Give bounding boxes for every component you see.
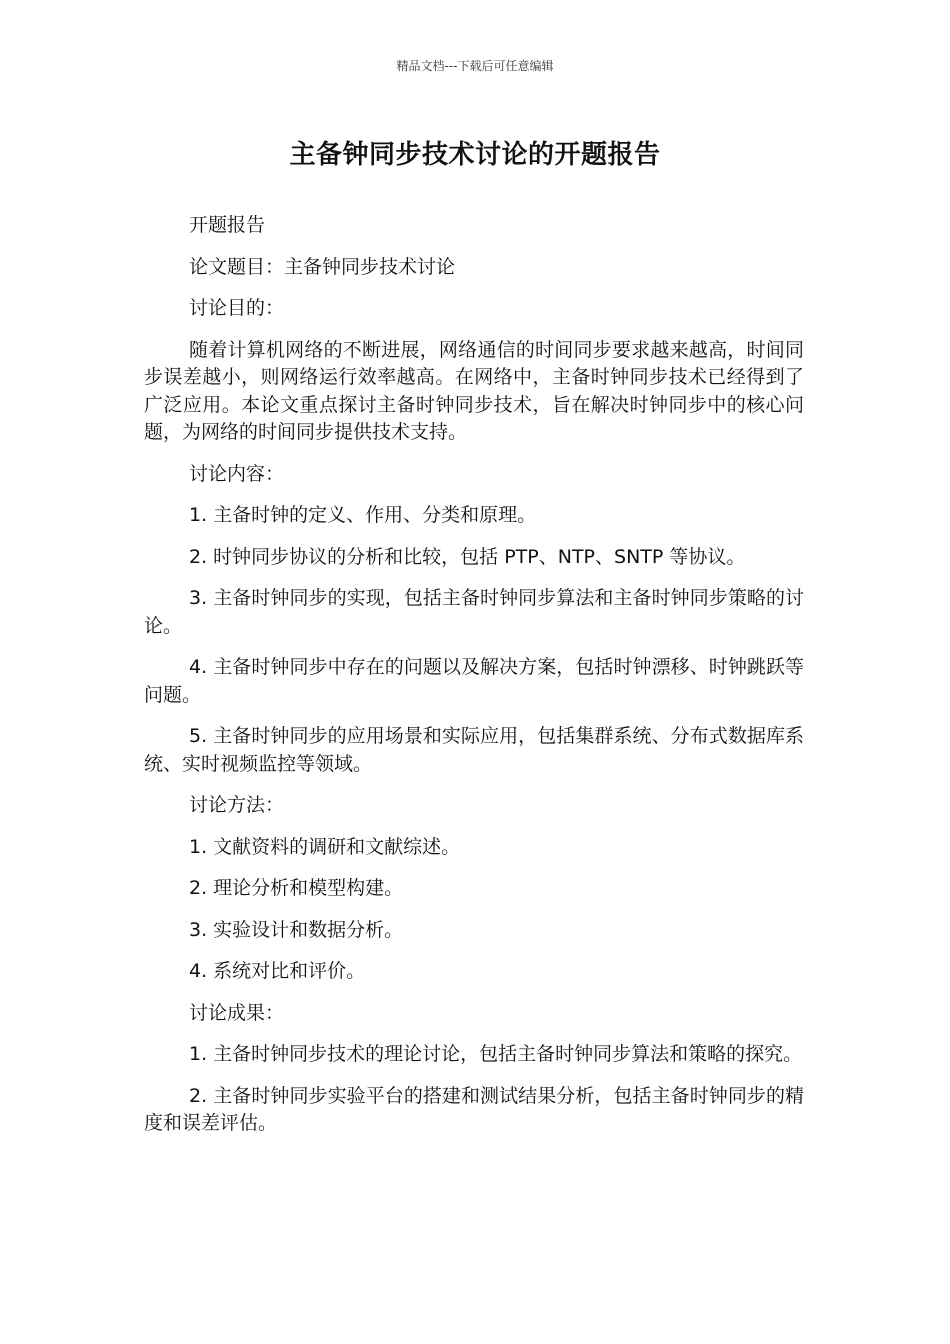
paragraph: 讨论方法： bbox=[189, 794, 285, 816]
document-title: 主备钟同步技术讨论的开题报告 bbox=[289, 140, 661, 170]
paragraph: 开题报告 bbox=[189, 214, 266, 236]
paragraph: 讨论成果： bbox=[189, 1001, 285, 1024]
paragraph: 3. 主备时钟同步的实现，包括主备时钟同步算法和主备时钟同步策略的讨论。 bbox=[144, 587, 804, 637]
paragraph: 4. 系统对比和评价。 bbox=[189, 960, 366, 982]
paragraph: 5. 主备时钟同步的应用场景和实际应用，包括集群系统、分布式数据库系统、实时视频监控等领域。 bbox=[144, 725, 804, 775]
paragraph: 1. 文献资料的调研和文献综述。 bbox=[189, 835, 461, 858]
paragraph: 2. 主备时钟同步实验平台的搭建和测试结果分析，包括主备时钟同步的精度和误差评估。 bbox=[144, 1084, 804, 1134]
paragraph: 4. 主备时钟同步中存在的问题以及解决方案，包括时钟漂移、时钟跳跃等问题。 bbox=[144, 656, 804, 706]
paragraph: 1. 主备时钟的定义、作用、分类和原理。 bbox=[189, 504, 537, 526]
paragraph: 2. 理论分析和模型构建。 bbox=[189, 877, 404, 899]
paragraph: 讨论目的： bbox=[189, 297, 285, 319]
paragraph: 讨论内容： bbox=[189, 462, 285, 485]
paragraph: 论文题目：主备钟同步技术讨论 bbox=[189, 255, 456, 278]
document-body bbox=[144, 212, 804, 1152]
header-note: 精品文档---下载后可任意编辑 bbox=[396, 59, 554, 73]
paragraph: 3. 实验设计和数据分析。 bbox=[189, 918, 404, 941]
paragraph: 随着计算机网络的不断进展，网络通信的时间同步要求越来越高，时间同步误差越小，则网络运行效率越高。在网络中，主备时钟同步技术已经得到了广泛应用。本论文重点探讨主备时钟同步技术，旨在解决时钟同步中的核心问题，为网络的时间同步提供技术支持。 bbox=[144, 338, 804, 443]
paragraph: 1. 主备时钟同步技术的理论讨论，包括主备时钟同步算法和策略的探究。 bbox=[189, 1043, 803, 1065]
paragraph: 2. 时钟同步协议的分析和比较，包括 PTP、NTP、SNTP 等协议。 bbox=[189, 545, 746, 568]
